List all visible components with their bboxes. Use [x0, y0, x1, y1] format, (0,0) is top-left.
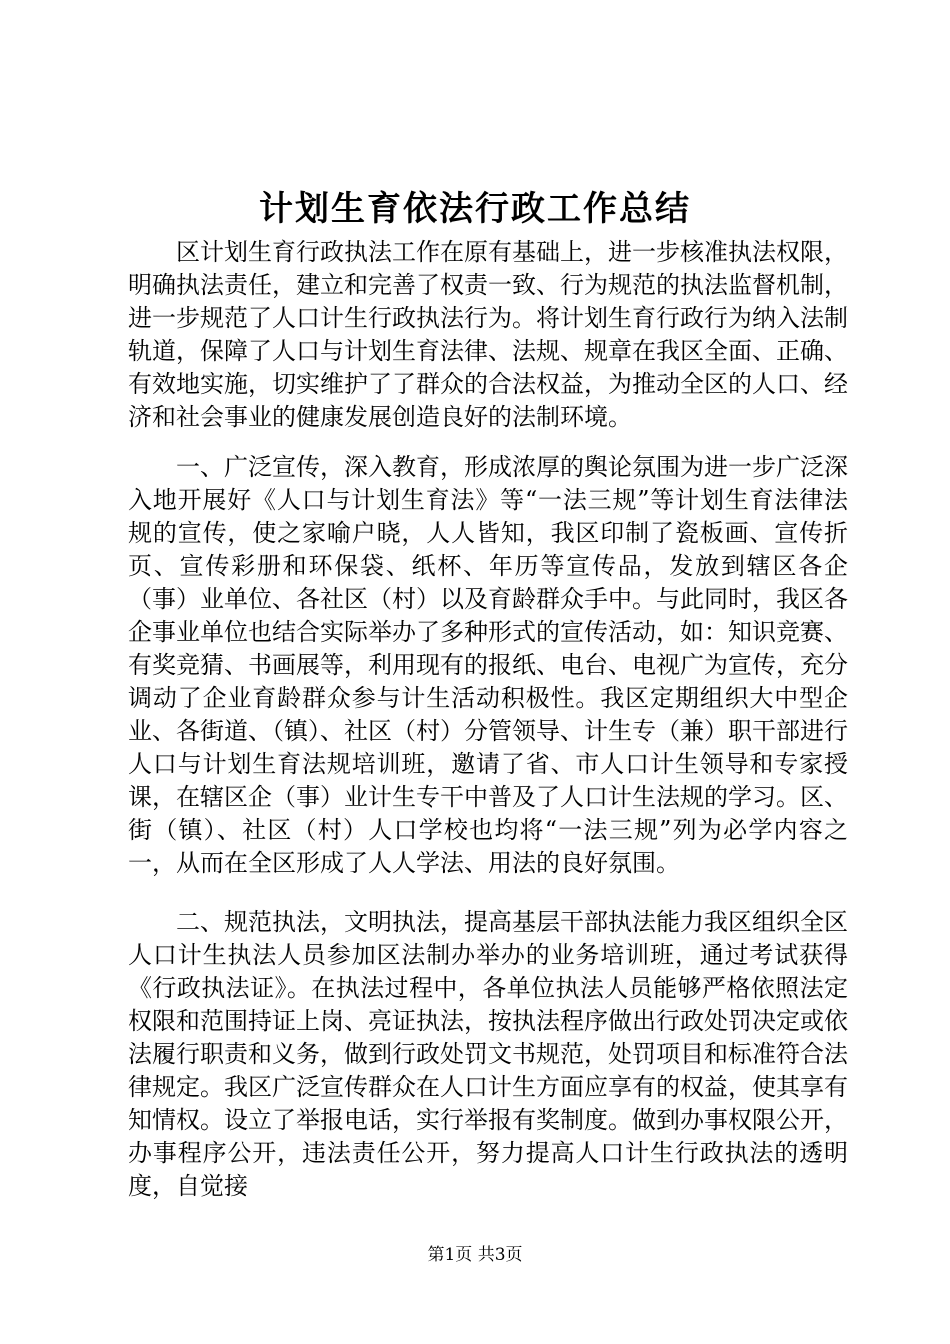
paragraph-section-one: 一、广泛宣传，深入教育，形成浓厚的舆论氛围为进一步广泛深入地开展好《人口与计划生育法》等“一法三规”等计划生育法律法规的宣传，使之家喻户晓，人人皆知，我区印制了瓷板画、宣传折页、宣传彩册和环保袋、纸杯、年历等宣传品，发放到辖区各企（事）业单位、各社区（村）以及育龄群众手中。与此同时，我区各企事业单位也结合实际举办了多种形式的宣传活动，如：知识竞赛、有奖竞猜、书画展等，利用现有的报纸、电台、电视广为宣传，充分调动了企业育龄群众参与计生活动积极性。我区定期组织大中型企业、各街道、（镇）、社区（村）分管领导、计生专（兼）职干部进行人口与计划生育法规培训班，邀请了省、市人口计生领导和专家授课，在辖区企（事）业计生专干中普及了人口计生法规的学习。区、街（镇）、社区（村）人口学校也均将“一法三规”列为必学内容之一，从而在全区形成了人人学法、用法的良好氛围。 [128, 453, 848, 877]
document-title: 计划生育依法行政工作总结 [259, 189, 691, 229]
page-number-footer: 第1页 共3页 [427, 1245, 523, 1265]
paragraph-intro: 区计划生育行政执法工作在原有基础上，进一步核准执法权限，明确执法责任，建立和完善了权责一致、行为规范的执法监督机制，进一步规范了人口计生行政执法行为。将计划生育行政行为纳入法制轨道，保障了人口与计划生育法律、法规、规章在我区全面、正确、有效地实施，切实维护了了群众的合法权益，为推动全区的人口、经济和社会事业的健康发展创造良好的法制环境。 [128, 238, 848, 431]
paragraph-section-two: 二、规范执法，文明执法，提高基层干部执法能力我区组织全区人口计生执法人员参加区法制办举办的业务培训班，通过考试获得《行政执法证》。在执法过程中，各单位执法人员能够严格依照法定权限和范围持证上岗、亮证执法，按执法程序做出行政处罚决定或依法履行职责和义务，做到行政处罚文书规范，处罚项目和标准符合法律规定。我区广泛宣传群众在人口计生方面应享有的权益，使其享有知情权。设立了举报电话，实行举报有奖制度。做到办事权限公开，办事程序公开，违法责任公开，努力提高人口计生行政执法的透明度，自觉接 [128, 908, 848, 1200]
